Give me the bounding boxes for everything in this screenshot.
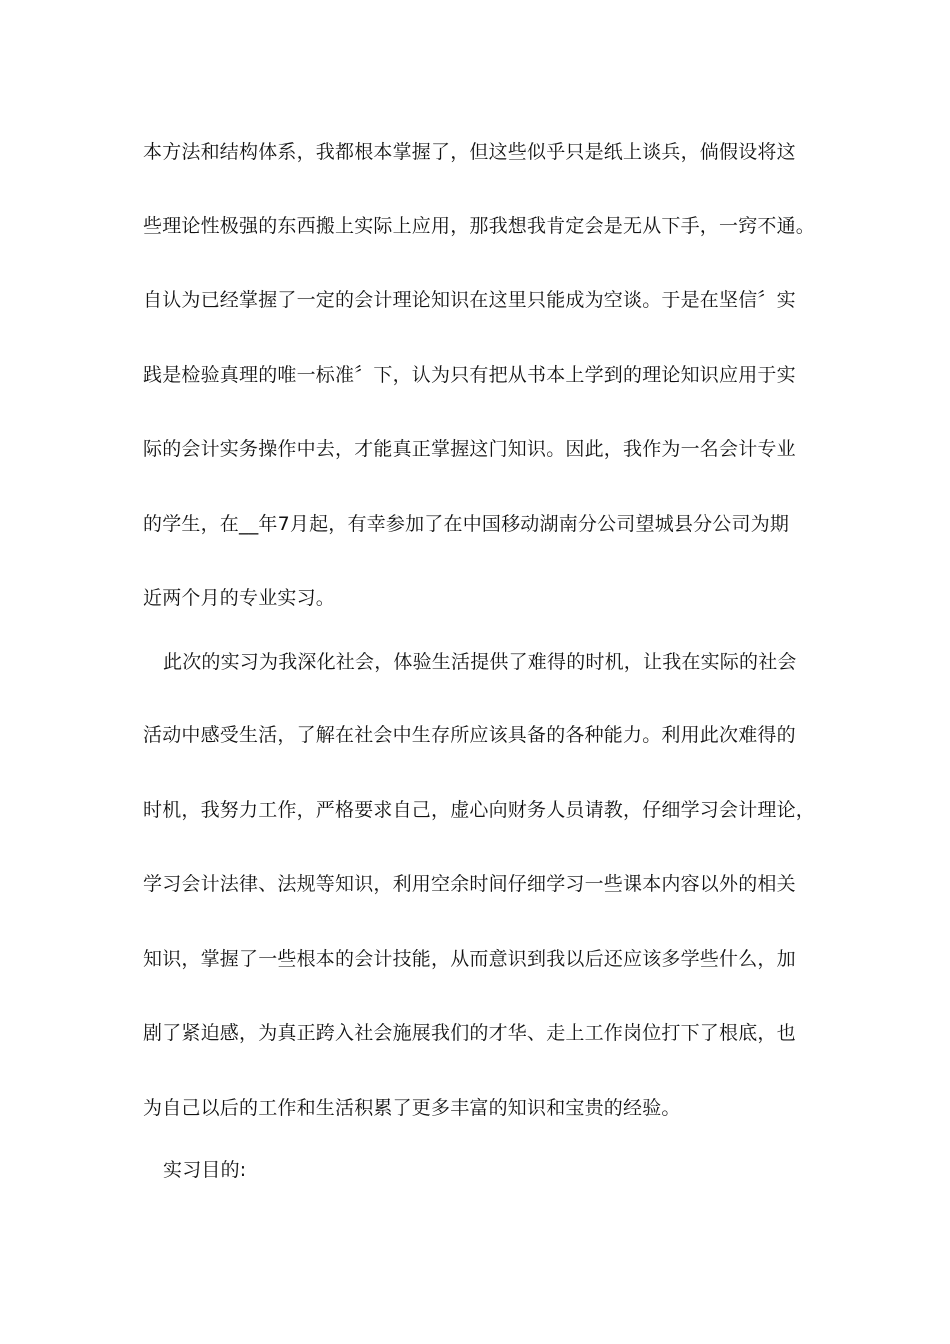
paragraph-line: 践是检验真理的唯一标准〞下，认为只有把从书本上学到的理论知识应用于实	[143, 364, 796, 386]
section-heading: 实习目的:	[163, 1159, 247, 1181]
paragraph-line: 活动中感受生活，了解在社会中生存所应该具备的各种能力。利用此次难得的	[143, 724, 796, 746]
paragraph-line: 近两个月的专业实习。	[143, 587, 336, 609]
paragraph-line: 些理论性极强的东西搬上实际上应用，那我想我肯定会是无从下手，一窍不通。	[143, 215, 816, 237]
paragraph-line: 此次的实习为我深化社会，体验生活提供了难得的时机，让我在实际的社会	[163, 651, 797, 673]
paragraph-line: 知识，掌握了一些根本的会计技能，从而意识到我以后还应该多学些什么，加	[143, 948, 796, 970]
paragraph-line: 时机，我努力工作，严格要求自己，虚心向财务人员请教，仔细学习会计理论，	[143, 799, 816, 821]
paragraph-line: 剧了紧迫感，为真正跨入社会施展我们的才华、走上工作岗位打下了根底，也	[143, 1022, 796, 1044]
paragraph-line: 际的会计实务操作中去，才能真正掌握这门知识。因此，我作为一名会计专业	[143, 438, 796, 460]
paragraph-line: 的学生，在__年7月起，有幸参加了在中国移动湖南分公司望城县分公司为期	[143, 513, 790, 535]
paragraph-line: 自认为已经掌握了一定的会计理论知识在这里只能成为空谈。于是在坚信〞实	[143, 289, 796, 311]
paragraph-line: 学习会计法律、法规等知识，利用空余时间仔细学习一些课本内容以外的相关	[143, 873, 796, 895]
paragraph-line: 本方法和结构体系，我都根本掌握了，但这些似乎只是纸上谈兵，倘假设将这	[143, 141, 796, 163]
paragraph-line: 为自己以后的工作和生活积累了更多丰富的知识和宝贵的经验。	[143, 1097, 681, 1119]
